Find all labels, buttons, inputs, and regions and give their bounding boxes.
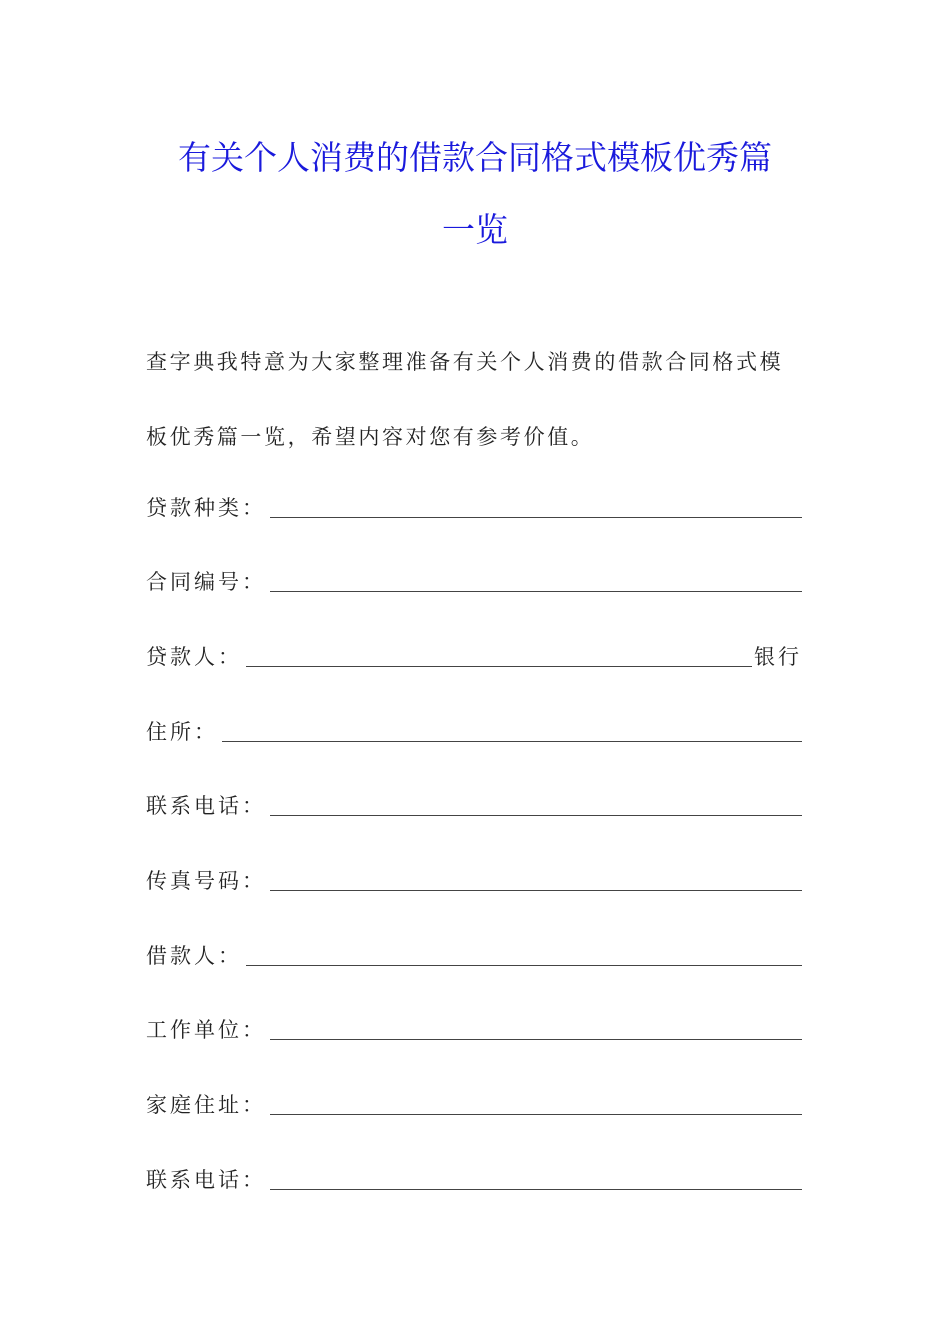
blank-underline xyxy=(222,719,802,742)
field-label: 合同编号： xyxy=(146,570,266,594)
document-title-line-1: 有关个人消费的借款合同格式模板优秀篇 xyxy=(178,138,772,177)
blank-underline xyxy=(270,1092,802,1115)
field-borrower-phone xyxy=(146,1160,802,1194)
blank-underline xyxy=(246,644,752,667)
field-fax-number xyxy=(146,861,802,895)
field-label: 工作单位： xyxy=(146,1018,266,1042)
field-contract-number xyxy=(146,562,802,596)
document-title-line-2: 一览 xyxy=(442,210,508,249)
blank-underline xyxy=(270,793,802,816)
blank-underline xyxy=(270,569,802,592)
field-label: 贷款种类： xyxy=(146,496,266,520)
field-label: 联系电话： xyxy=(146,794,266,818)
field-lender-phone xyxy=(146,786,802,820)
field-label: 贷款人： xyxy=(146,645,242,669)
field-label: 住所： xyxy=(146,720,218,744)
field-loan-type xyxy=(146,488,802,522)
field-label: 家庭住址： xyxy=(146,1093,266,1117)
field-lender xyxy=(146,637,802,671)
blank-underline xyxy=(270,868,802,891)
field-label: 借款人： xyxy=(146,944,242,968)
blank-underline xyxy=(270,495,802,518)
intro-paragraph-line-2: 板优秀篇一览，希望内容对您有参考价值。 xyxy=(146,425,595,449)
field-workplace xyxy=(146,1010,802,1044)
field-home-address xyxy=(146,1085,802,1119)
blank-underline xyxy=(246,943,802,966)
intro-paragraph-line-1: 查字典我特意为大家整理准备有关个人消费的借款合同格式模 xyxy=(146,350,784,374)
field-label: 联系电话： xyxy=(146,1168,266,1192)
field-suffix-bank: 银行 xyxy=(754,645,802,669)
blank-underline xyxy=(270,1017,802,1040)
field-address xyxy=(146,712,802,746)
blank-underline xyxy=(270,1167,802,1190)
field-borrower xyxy=(146,936,802,970)
field-label: 传真号码： xyxy=(146,869,266,893)
